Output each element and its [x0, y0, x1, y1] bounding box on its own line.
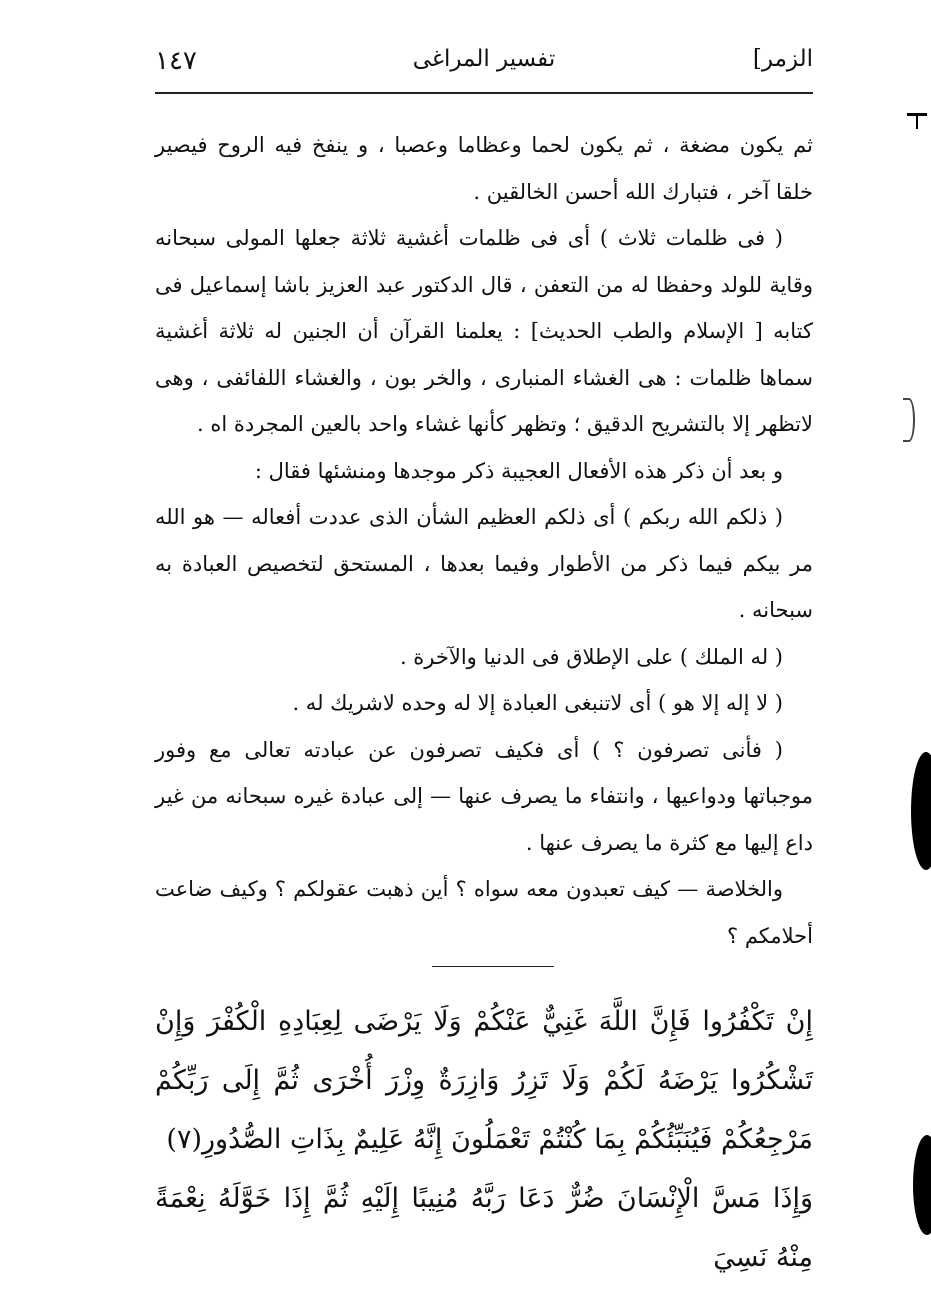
commentary-paragraph: ثم يكون مضغة ، ثم يكون لحما وعظاما وعصبا ، و ينفخ فيه الروح فيصير خلقا آخر ، فتبارك الله أحسن الخالقين . — [155, 133, 813, 204]
commentary-text — [155, 122, 813, 959]
commentary-paragraph: ( له الملك ) على الإطلاق فى الدنيا والآخرة . — [399, 644, 783, 669]
scan-shadow — [911, 752, 931, 870]
scan-shadow — [913, 1135, 931, 1235]
verse-block: وَإِذَا مَسَّ الْإِنْسَانَ ضُرٌّ دَعَا رَبَّهُ مُنِيبًا إِلَيْهِ ثُمَّ إِذَا خَوَّلَهُ نِعْمَةً مِنْهُ نَسِيَ — [155, 1183, 813, 1273]
scan-mark — [916, 115, 918, 129]
page-number: ١٤٧ — [155, 46, 197, 76]
commentary-paragraph: و بعد أن ذكر هذه الأفعال العجيبة ذكر موجدها ومنشئها فقال : — [254, 458, 783, 483]
section-divider — [432, 966, 554, 967]
commentary-paragraph: والخلاصة — كيف تعبدون معه سواه ؟ أين ذهبت عقولكم ؟ وكيف ضاعت أحلامكم ؟ — [155, 877, 813, 948]
commentary-paragraph: ( لا إله إلا هو ) أى لاتنبغى العبادة إلا له وحده لاشريك له . — [292, 691, 783, 715]
commentary-paragraph: ( فأنى تصرفون ؟ ) أى فكيف تصرفون عن عبادته تعالى مع وفور موجباتها ودواعيها ، وانتفاء ما يصرف عنها — إلى عبادة غيره سبحانه من غير داع إليها مع كثرة ما يصرف عنها . — [155, 737, 813, 855]
quran-verses — [155, 992, 813, 1287]
verse-block: إِنْ تَكْفُرُوا فَإِنَّ اللَّهَ غَنِيٌّ عَنْكُمْ وَلَا يَرْضَى لِعِبَادِهِ الْكُفْرَ وَإِنْ تَشْكُرُوا يَرْضَهُ لَكُمْ وَلَا تَزِرُ وَازِرَةٌ وِزْرَ أُخْرَى ثُمَّ إِلَى رَبِّكُمْ مَرْجِعُكُمْ فَيُنَبِّئُكُمْ بِمَا كُنْتُمْ تَعْمَلُونَ إِنَّهُ عَلِيمٌ بِذَاتِ الصُّدُورِ(٧) — [155, 1006, 813, 1155]
surah-name: الزمر] — [752, 46, 813, 72]
header-rule — [155, 92, 813, 94]
book-title: تفسير المراغى — [412, 46, 556, 72]
page-header — [155, 40, 813, 92]
commentary-paragraph: ( فى ظلمات ثلاث ) أى فى ظلمات أغشية ثلاثة جعلها المولى سبحانه وقاية للولد وحفظا له من التعفن ، قال الدكتور عبد العزيز باشا إسماعيل فى كتابه [ الإسلام والطب الحديث] : يعلمنا القرآن أن الجنين له ثلاثة أغشية سماها ظلمات : هى الغشاء المنبارى ، والخر بون ، والغشاء اللفائفى ، وهى لاتظهر إلا بالتشريح الدقيق ؛ وتظهر كأنها غشاء واحد بالعين المجردة اه . — [155, 226, 813, 436]
scan-mark — [903, 398, 915, 442]
commentary-paragraph: ( ذلكم الله ربكم ) أى ذلكم العظيم الشأن الذى عددت أفعاله — هو الله مر بيكم فيما ذكر من الأطوار وفيما بعدها ، المستحق لتخصيص العبادة به سبحانه . — [155, 505, 813, 622]
